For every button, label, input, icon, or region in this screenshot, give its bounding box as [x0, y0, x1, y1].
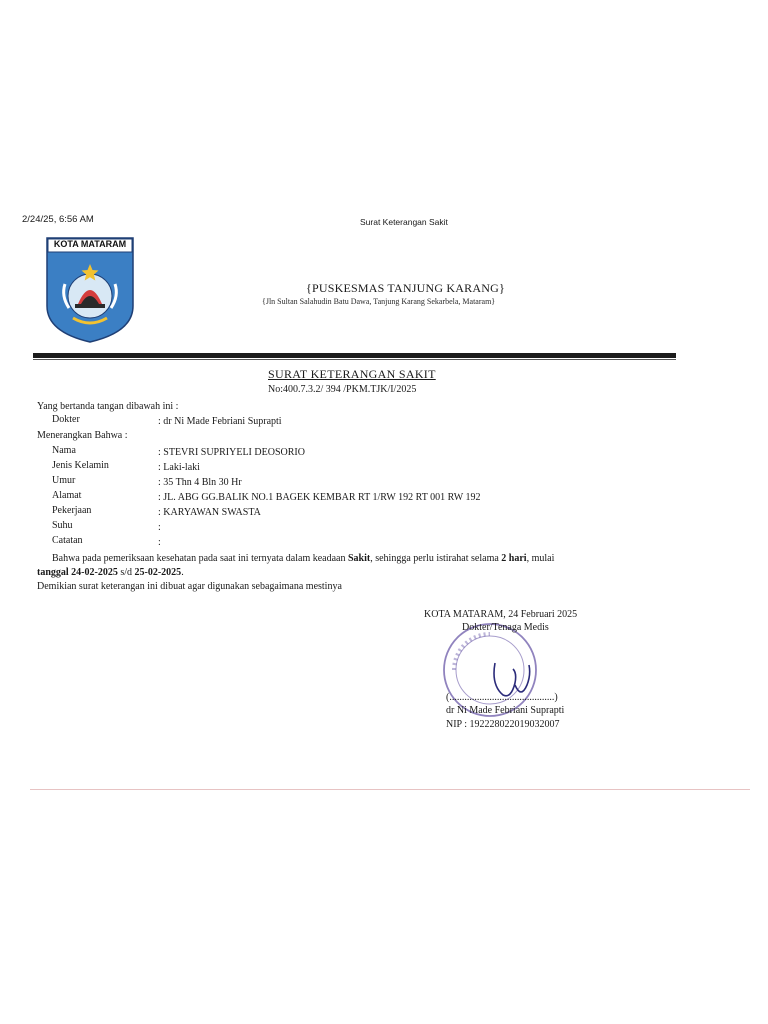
field-value-umur: : 35 Thn 4 Bln 30 Hr: [158, 477, 242, 488]
field-value-suhu: :: [158, 522, 161, 533]
header-divider: [33, 353, 676, 358]
field-label-pekerjaan: Pekerjaan: [52, 505, 92, 516]
statement-duration: 2 hari: [501, 553, 527, 564]
logo-caption: KOTA MATARAM: [53, 239, 127, 249]
sign-blank-line: (..........................................): [446, 692, 558, 703]
field-value-nama: : STEVRI SUPRIYELI DEOSORIO: [158, 447, 305, 458]
closing-text: Demikian surat keterangan ini dibuat agar digunakan sebagaimana mestinya: [37, 581, 342, 592]
field-label-alamat: Alamat: [52, 490, 82, 501]
sign-role: Dokter/Tenaga Medis: [462, 622, 549, 633]
field-value-catatan: :: [158, 537, 161, 548]
document-number: No:400.7.3.2/ 394 /PKM.TJK/I/2025: [268, 384, 417, 395]
statement-period: .: [181, 567, 184, 578]
signer-nip: NIP : 192228022019032007: [446, 719, 560, 730]
sign-place-date: KOTA MATARAM, 24 Februari 2025: [424, 609, 578, 620]
field-label-jenis-kelamin: Jenis Kelamin: [52, 460, 109, 471]
statement-line-2: [37, 567, 184, 578]
statement-text-3: , mulai: [526, 553, 555, 564]
organization-address: {Jln Sultan Salahudin Batu Dawa, Tanjung Karang Sekarbela, Mataram}: [262, 297, 496, 306]
field-label-umur: Umur: [52, 475, 76, 486]
document-title: SURAT KETERANGAN SAKIT: [268, 367, 436, 381]
statement-sick-word: Sakit: [347, 553, 371, 564]
signer-name: dr Ni Made Febriani Suprapti: [446, 705, 565, 716]
date-separator: s/d: [117, 567, 135, 578]
city-logo: [45, 236, 135, 344]
header-divider-thin: [33, 359, 676, 360]
doctor-value: : dr Ni Made Febriani Suprapti: [158, 416, 282, 427]
doctor-label: Dokter: [52, 414, 80, 425]
statement-line-1: [52, 553, 554, 564]
page-bottom-edge: [30, 789, 750, 790]
states-label: Menerangkan Bahwa :: [37, 430, 128, 441]
intro-text: Yang bertanda tangan dibawah ini :: [37, 401, 179, 412]
field-label-suhu: Suhu: [52, 520, 73, 531]
field-value-jenis-kelamin: : Laki-laki: [158, 462, 200, 473]
print-datetime: 2/24/25, 6:56 AM: [22, 214, 94, 225]
field-label-catatan: Catatan: [52, 535, 83, 546]
field-value-pekerjaan: : KARYAWAN SWASTA: [158, 507, 261, 518]
start-date: 24-02-2025: [71, 567, 118, 578]
field-value-alamat: : JL. ABG GG.BALIK NO.1 BAGEK KEMBAR RT 1/RW 192 RT 001 RW 192: [158, 492, 481, 503]
statement-text-1: Bahwa pada pemeriksaan kesehatan pada saat ini ternyata dalam keadaan: [52, 553, 348, 564]
statement-date-prefix: tanggal: [37, 567, 72, 578]
field-label-nama: Nama: [52, 445, 76, 456]
statement-text-2: , sehingga perlu istirahat selama: [370, 553, 502, 564]
end-date: 25-02-2025: [134, 567, 182, 578]
organization-name: {PUSKESMAS TANJUNG KARANG}: [306, 281, 505, 295]
print-page-title: Surat Keterangan Sakit: [360, 217, 448, 227]
